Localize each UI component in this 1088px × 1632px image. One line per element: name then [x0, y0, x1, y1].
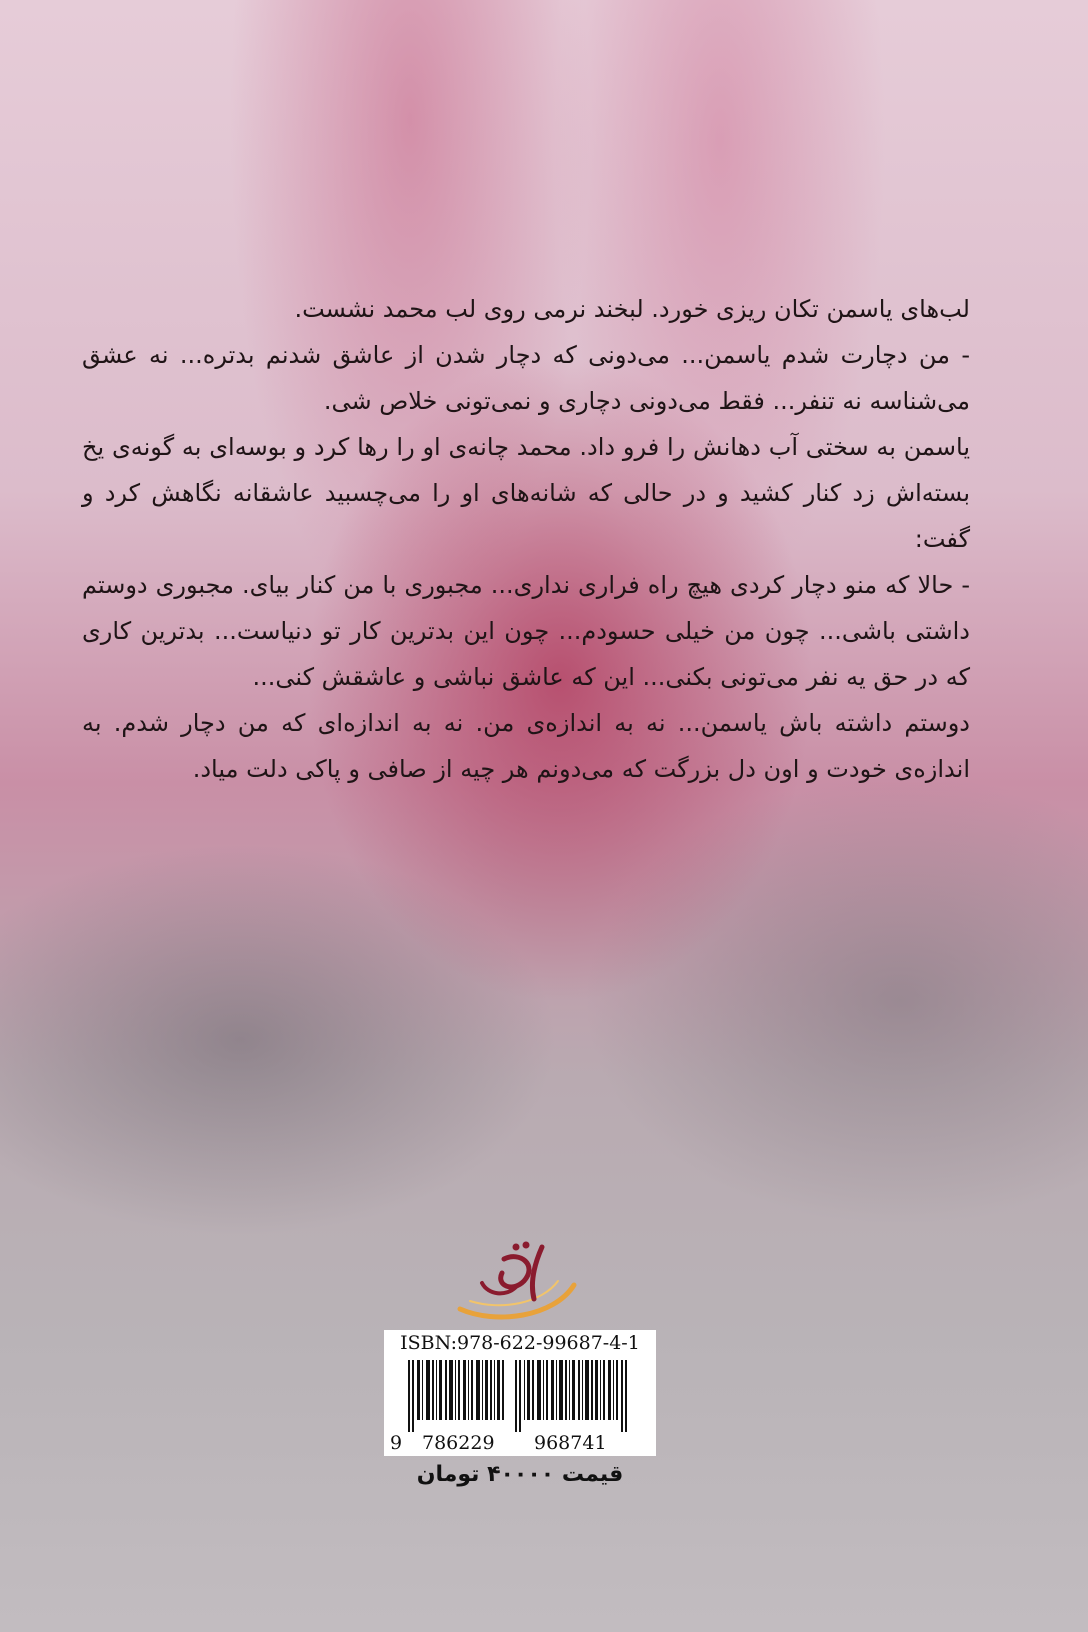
blurb-paragraph-2: - من دچارت شدم یاسمن... می‌دونی که دچار شدن از عاشق شدنم بدتره... نه عشق می‌شناسه نه تنفر... فقط می‌دونی دچاری و نمی‌تونی خلاص شی. [82, 341, 970, 415]
isbn-label: ISBN:978-622-99687-4-1 [400, 1332, 640, 1354]
blurb-paragraph-4: - حالا که منو دچار کردی هیچ راه فراری نداری... مجبوری با من کنار بیای. مجبوری دوستم داشتی باشی... چون من خیلی حسودم... چون این بدترین کار تو دنیاست... بدترین کاری که در حق یه نفر می‌تونی بکنی... این که عاشق نباشی و عاشقش کنی... [82, 571, 970, 691]
barcode-digits [384, 1432, 656, 1454]
publisher-logo [446, 1225, 586, 1325]
barcode-bars [394, 1360, 646, 1432]
publisher-logo-icon [446, 1225, 586, 1325]
barcode-digit-first: 9 [390, 1432, 403, 1454]
barcode [384, 1330, 656, 1456]
blurb-paragraph-3: یاسمن به سختی آب دهانش را فرو داد. محمد چانه‌ی او را رها کرد و بوسه‌ای به گونه‌ی یخ بسته‌اش زد کنار کشید و در حالی که شانه‌های او را می‌چسبید عاشقانه نگاهش کرد و گفت: [82, 433, 970, 553]
blurb-paragraph-1: لب‌های یاسمن تکان ریزی خورد. لبخند نرمی روی لب محمد نشست. [294, 295, 970, 323]
barcode-digits-right: 968741 [534, 1432, 607, 1454]
blurb-paragraph-5: دوستم داشته باش یاسمن... نه به اندازه‌ی من. نه به اندازه‌ای که من دچار شدم. به اندازه‌ی خودت و اون دل بزرگت که می‌دونم هر چیه از صافی و پاکی دلت میاد. [82, 709, 970, 783]
blurb-text [82, 286, 970, 792]
price-label: قیمت ۴۰۰۰۰ تومان [416, 1462, 624, 1487]
barcode-digits-left: 786229 [422, 1432, 495, 1454]
